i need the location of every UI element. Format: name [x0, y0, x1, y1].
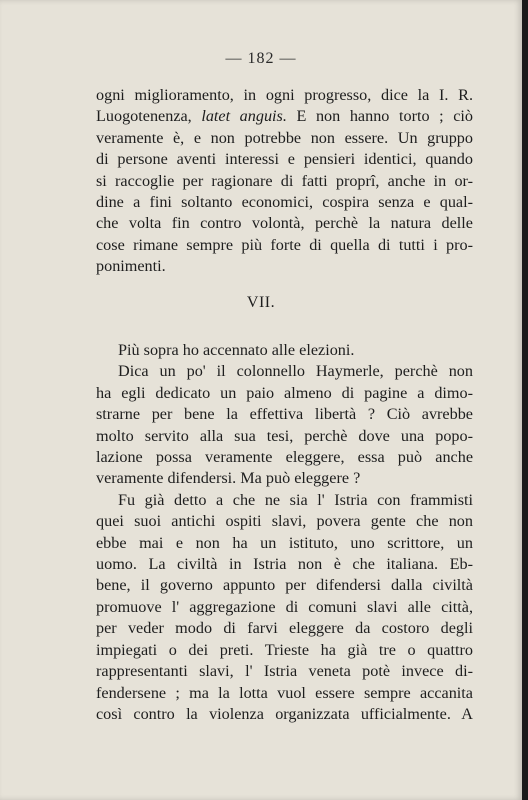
text-line: molto servito alla sua tesi, perchè dove una popo- — [96, 426, 473, 445]
text-line: Dica un po' il colonnello Haymerle, perchè non — [118, 362, 473, 381]
page-number: — 182 — — [225, 50, 297, 67]
text-line: di persone aventi interessi e pensieri identici, quando — [96, 150, 473, 169]
text-line: ponimenti. — [96, 257, 166, 276]
text-line: si raccoglie per ragionare di fatti proprî, anche in or- — [96, 171, 473, 190]
text-line: ha egli dedicato un paio almeno di pagine a dimo- — [96, 383, 473, 402]
text-line: veramente è, e non potrebbe non essere. Un gruppo — [96, 128, 473, 147]
text-line: Fu già detto a che ne sia l' Istria con frammisti — [118, 490, 473, 509]
text-line: promuove l' aggregazione di comuni slavi alle città, — [96, 597, 473, 616]
section-heading: VII. — [246, 294, 276, 311]
paragraph-top — [96, 85, 473, 278]
text-line: per veder modo di farvi eleggere da costoro degli — [96, 619, 473, 638]
text-line: bene, il governo appunto per difendersi dalla civiltà — [96, 576, 473, 595]
text-line: ebbe mai e non ha un istituto, uno scrittore, un — [96, 533, 473, 552]
text-line: che volta fin contro volontà, perchè la natura delle — [96, 214, 473, 233]
text-line-segment: Luogotenenza, — [96, 107, 202, 126]
text-line: quei suoi antichi ospiti slavi, povera gente che non — [96, 512, 473, 531]
italic-phrase: latet anguis. — [201, 107, 287, 126]
text-line — [96, 106, 473, 127]
text-line: fendersene ; ma la lotta vuol essere sempre accanita — [96, 683, 473, 702]
text-line: cose rimane sempre più forte di quella di tutti i pro- — [96, 235, 473, 254]
text-line-segment: E non hanno torto ; ciò — [286, 107, 473, 126]
text-line: veramente difendersi. Ma può eleggere ? — [96, 469, 361, 488]
text-line: impiegati o dei preti. Trieste ha già tre o quattro — [96, 640, 473, 659]
text-line: ogni miglioramento, in ogni progresso, dice la I. R. — [96, 86, 473, 104]
text-line: così contro la violenza organizzata ufficialmente. A — [96, 704, 473, 723]
text-line: lazione possa veramente eleggere, essa può anche — [96, 448, 473, 467]
text-line: Più sopra ho accennato alle elezioni. — [118, 341, 355, 359]
text-line: strarne per bene la effettiva libertà ? Ciò avrebbe — [96, 405, 473, 424]
text-line: uomo. La civiltà in Istria non è che italiana. Eb- — [96, 555, 473, 574]
text-line: dine a fini soltanto economici, cospira senza e qual- — [96, 193, 473, 212]
text-line: rappresentanti slavi, l' Istria veneta potè invece di- — [96, 662, 473, 681]
paragraph-bottom — [96, 340, 473, 725]
